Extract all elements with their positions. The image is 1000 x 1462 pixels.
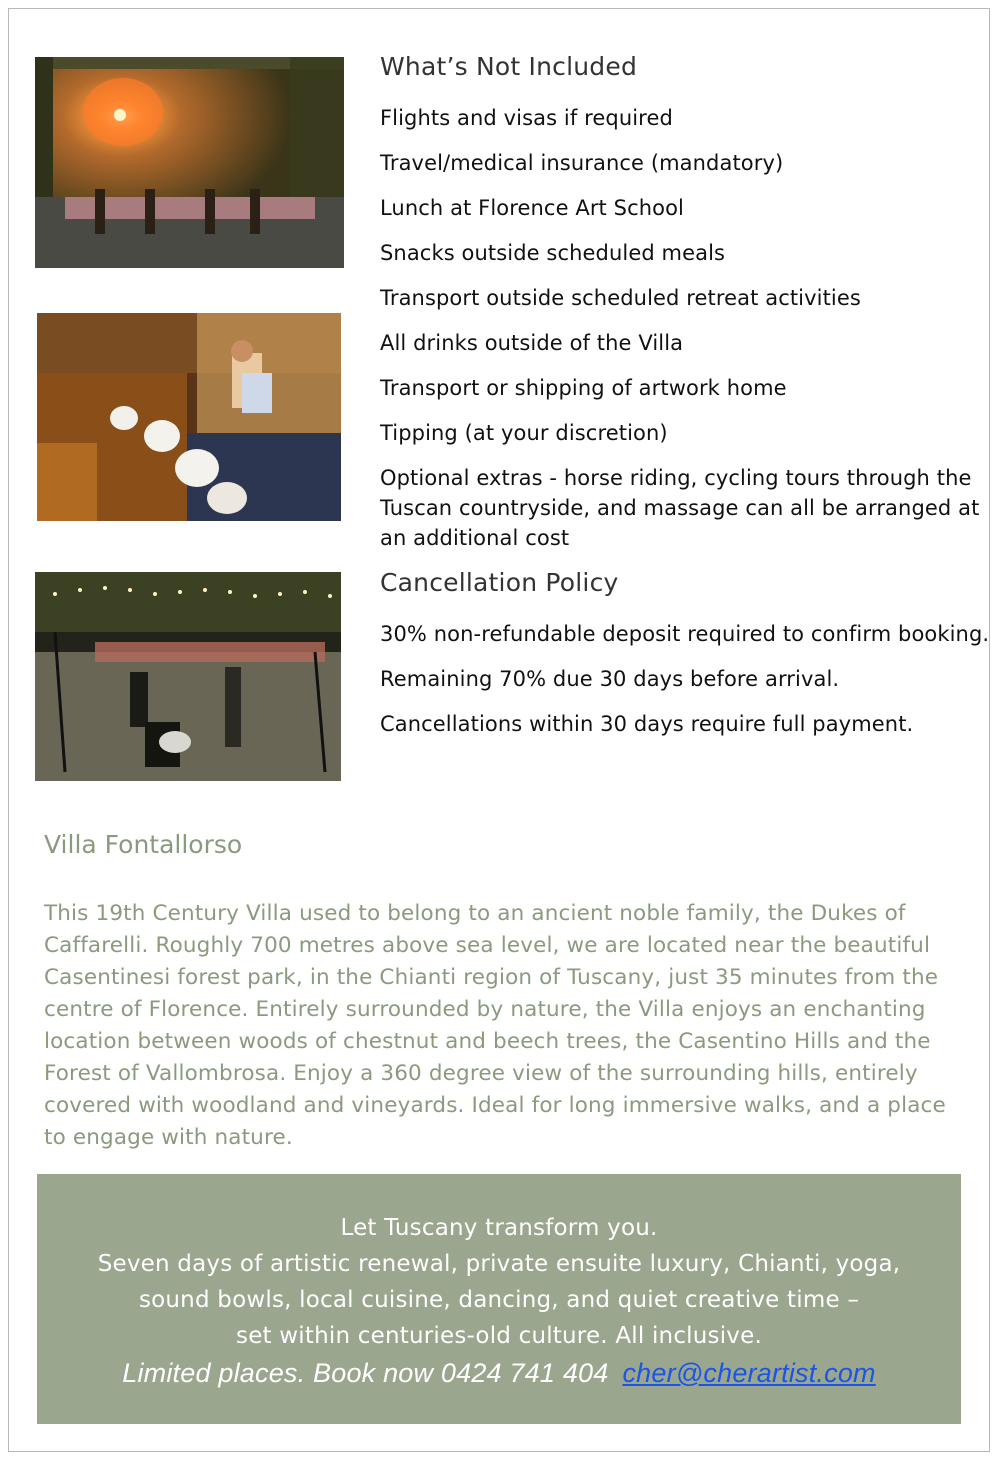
photo-evening-band-performance [35, 572, 341, 781]
not-included-item: Lunch at Florence Art School [380, 196, 684, 220]
photo-sound-bowl-session [37, 313, 341, 521]
not-included-item: Travel/medical insurance (mandatory) [380, 151, 784, 175]
not-included-item: Transport outside scheduled retreat activities [380, 286, 861, 310]
cancellation-heading: Cancellation Policy [380, 568, 619, 597]
not-included-item: Flights and visas if required [380, 106, 673, 130]
booking-line [37, 1354, 961, 1392]
cta-line-4: set within centuries-old culture. All inclusive. [236, 1323, 762, 1349]
not-included-item: Optional extras - horse riding, cycling tours through the Tuscan countryside, and massage can all be arranged at an additional cost [380, 466, 980, 550]
not-included-heading: What’s Not Included [380, 52, 638, 81]
policy-column [380, 52, 992, 754]
cta-line-1: Let Tuscany transform you. [340, 1215, 658, 1241]
call-to-action-banner [37, 1174, 961, 1424]
cancellation-list [380, 619, 992, 739]
cta-line-2: Seven days of artistic renewal, private ensuite luxury, Chianti, yoga, [97, 1251, 901, 1277]
cancellation-item: 30% non-refundable deposit required to confirm booking. [380, 622, 990, 646]
not-included-item: Tipping (at your discretion) [380, 421, 668, 445]
not-included-list [380, 103, 992, 553]
not-included-item: Transport or shipping of artwork home [380, 376, 787, 400]
villa-description: This 19th Century Villa used to belong to an ancient noble family, the Dukes of Caffarelli. Roughly 700 metres above sea level, we are located near the beautiful Casentinesi forest park, in the Chianti region of Tuscany, just 35 minutes from the centre of Florence. Entirely surrounded by nature, the Villa enjoys an enchanting location between woods of chestnut and beech trees, the Casentino Hills and the Forest of Vallombrosa. Enjoy a 360 degree view of the surrounding hills, entirely covered with woodland and vineyards. Ideal for long immersive walks, and a place to engage with nature. [44, 901, 946, 1150]
cancellation-item: Cancellations within 30 days require full payment. [380, 712, 914, 736]
not-included-item: All drinks outside of the Villa [380, 331, 684, 355]
cancellation-item: Remaining 70% due 30 days before arrival. [380, 667, 840, 691]
cta-line-3: sound bowls, local cuisine, dancing, and quiet creative time – [138, 1287, 860, 1313]
booking-text: Limited places. Book now 0424 741 404 [122, 1358, 609, 1388]
villa-heading: Villa Fontallorso [44, 830, 243, 859]
photo-sunset-dining-pergola [35, 57, 344, 268]
email-link[interactable]: cher@cherartist.com [622, 1358, 876, 1388]
not-included-item: Snacks outside scheduled meals [380, 241, 726, 265]
